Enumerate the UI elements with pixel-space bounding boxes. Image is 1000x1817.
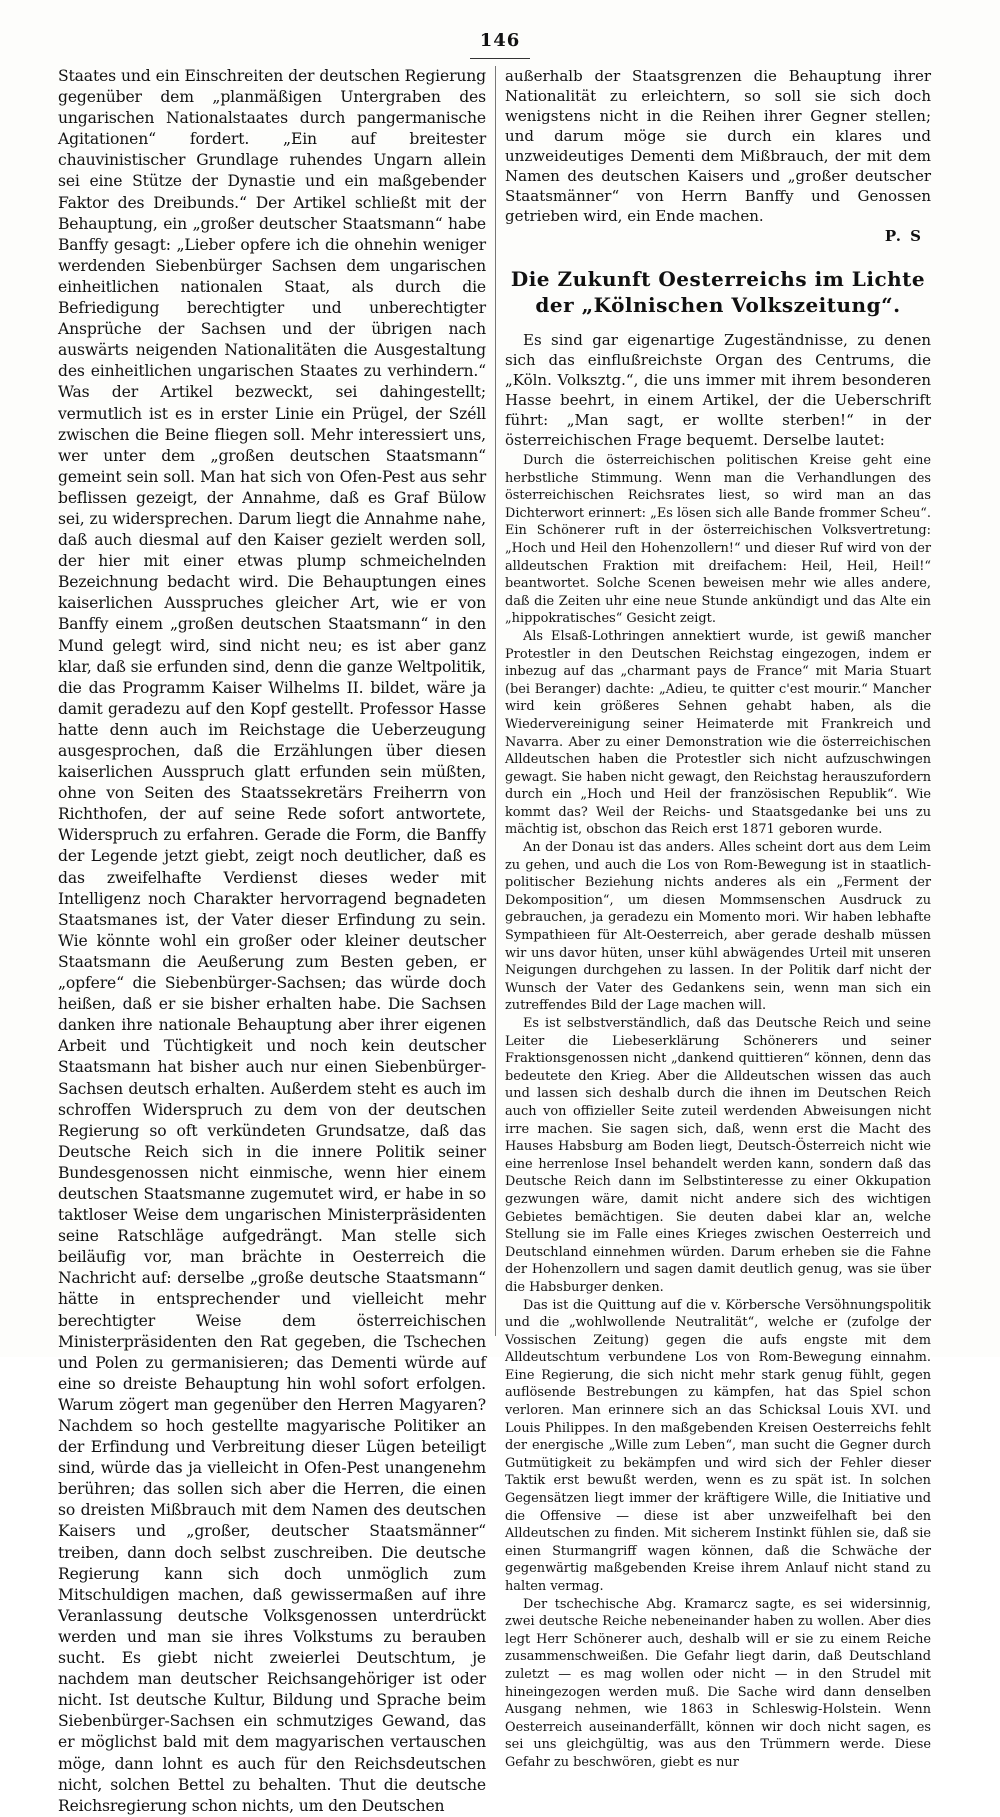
author-signature: P. S [884, 227, 923, 245]
quoted-paragraph: Der tschechische Abg. Kramarcz sagte, es sei widersinnig, zwei deutsche Reiche nebeneinander haben zu wollen. Aber dies legt Herr Schönerer auch, deshalb will er sie zu einem Reiche zusammenschweißen. Die Gefahr liegt darin, daß Deutschland zuletzt — es mag wollen oder nicht — in den Strudel mit hineingezogen werden muß. Die Sache wird dann denselben Ausgang nehmen, wie 1863 in Schleswig-Holstein. Wenn Oesterreich auseinanderfällt, können wir doch nicht sagen, es sei uns gleichgültig, was aus den Trümmern werde. Diese Gefahr zu beschwören, giebt es nur [505, 1596, 931, 1770]
left-column-text: Staates und ein Einschreiten der deutschen Regierung gegenüber dem „planmäßigen Untergraben des ungarischen Nationalstaates durch pangermanische Agitationen“ fordert. „Ein auf breitester chauvinistischer Grundlage ruhendes Ungarn allein sei eine Stütze der Dynastie und ein maßgebender Faktor des Dreibunds.“ Der Artikel schließt mit der Behauptung, ein „großer deutscher Staatsmann“ habe Banffy gesagt: „Lieber opfere ich die ohnehin weniger werdenden Siebenbürger Sachsen dem ungarischen einheitlichen nationalen Staat, als durch die Befriedigung berechtigter und unberechtigter Ansprüche der Sachsen und der übrigen nach auswärts neigenden Nationalitäten die Ausgestaltung des einheitlichen ungarischen Staates zu verhindern.“ Was der Artikel bezweckt, sei dahingestellt; vermutlich ist es in erster Linie ein Prügel, der Széll zwischen die Beine fliegen soll. Mehr interessiert uns, wer unter dem „großen deutschen Staatsmann“ gemeint sein soll. Man hat sich von Ofen-Pest aus sehr beflissen gezeigt, der Annahme, daß es Graf Bülow sei, zu widersprechen. Darum liegt die Annahme nahe, daß auch diesmal auf den Kaiser gezielt werden soll, der hier mit einer etwas plump schmeichelnden Bezeichnung bedacht wird. Die Behauptungen eines kaiserlichen Ausspruches gleicher Art, wie er von Banffy einem „großen deutschen Staatsmann“ in den Mund gelegt wird, sind nicht neu; es ist aber ganz klar, daß sie erfunden sind, denn die ganze Weltpolitik, die das Programm Kaiser Wilhelms II. bildet, wäre ja damit geradezu auf den Kopf gestellt. Professor Hasse hatte denn auch im Reichstage die Ueberzeugung ausgesprochen, daß die Erzählungen über diesen kaiserlichen Ausspruch glatt erfunden sein müßten, ohne von Seiten des Staatssekretärs Freiherrn von Richthofen, der auf seine Rede sofort antwortete, Widerspruch zu erfahren. Gerade die Form, die Banffy der Legende jetzt giebt, zeigt noch deutlicher, daß es das zweifelhafte Verdienst dieses weder mit Intelligenz noch Charakter hervorragend begnadeten Staatsmanes ist, der Vater dieser Erfindung zu sein. Wie könnte wohl ein großer oder kleiner deutscher Staatsmann die Aeußerung zum Besten geben, er „opfere“ die Siebenbürger-Sachsen; das würde doch heißen, daß er sie bisher erhalten habe. Die Sachsen danken ihre nationale Behauptung aber ihrer eigenen Arbeit und Tüchtigkeit und noch kein deutscher Staatsmann hat bisher auch nur einen Siebenbürger-Sachsen deutsch erhalten. Außerdem steht es auch im schroffen Widerspruch zu dem von der deutschen Regierung so oft verkündeten Grundsatze, daß das Deutsche Reich sich in die innere Politik seiner Bundesgenossen nicht einmische, wenn hier einem deutschen Staatsmanne zugemutet wird, er habe in so taktloser Weise dem ungarischen Ministerpräsidenten seine Ratschläge aufgedrängt. Man stelle sich beiläufig vor, man brächte in Oesterreich die Nachricht auf: derselbe „große deutsche Staatsmann“ hätte in entsprechender und vielleicht mehr berechtigter Weise dem österreichischen Ministerpräsidenten den Rat gegeben, die Tschechen und Polen zu germanisieren; das Dementi würde auf eine so dreiste Behauptung hin wohl sofort erfolgen. Warum zögert man gegenüber den Herren Magyaren? Nachdem so hoch gestellte magyarische Politiker an der Erfindung und Verbreitung dieser Lügen beteiligt sind, würde das ja vielleicht in Ofen-Pest unangenehm berühren; das sollen sich aber die Herren, die einen so dreisten Mißbrauch mit dem Namen des deutschen Kaisers und „großer, deutscher Staatsmänner“ treiben, dann doch selbst zuschreiben. Die deutsche Regierung kann sich doch unmöglich zum Mitschuldigen machen, daß gewissermaßen auf ihre Veranlassung deutsche Volksgenossen unterdrückt werden und man sie ihres Volkstums zu berauben sucht. Es giebt nicht zweierlei Deutschtum, je nachdem man deutscher Reichsangehöriger ist oder nicht. Ist deutsche Kultur, Bildung und Sprache beim Siebenbürger-Sachsen ein schmutziges Gewand, das er möglichst bald mit dem magyarischen vertauschen möge, dann lohnt es auch für den Reichsdeutschen nicht, solchen Bettel zu behalten. Thut die deutsche Reichsregierung schon nichts, um den Deutschen [58, 67, 486, 1815]
right-column [505, 66, 931, 1770]
page-number: 146 [479, 30, 521, 51]
article-headline: Die Zukunft Oesterreichs im Lichte der „Kölnischen Volkszeitung“. [510, 267, 926, 317]
quoted-paragraph: Durch die österreichischen politischen Kreise geht eine herbstliche Stimmung. Wenn man die Verhandlungen des österreichischen Reichsrates liest, so wird man an das Dichterwort erinnert: „Es lösen sich alle Bande frommer Scheu“. Ein Schönerer ruft in der österreichischen Volksvertretung: „Hoch und Heil den Hohenzollern!“ und dieser Ruf wird von der alldeutschen Fraktion mit dreifachem: Heil, Heil, Heil!“ beantwortet. Solche Scenen beweisen mehr wie alles andere, daß die Zeiten uhr eine neue Stunde ankündigt und das Alte ein „hippokratisches“ Gesicht zeigt. [505, 453, 931, 627]
article-intro: Es sind gar eigenartige Zugeständnisse, zu denen sich das einflußreichste Organ des Centrums, die „Köln. Volksztg.“, die uns immer mit ihrem besonderen Hasse beehrt, in einem Artikel, der die Ueberschrift führt: „Man sagt, er wollte sterben!“ in der österreichischen Frage bequemt. Derselbe lautet: [505, 331, 931, 449]
continuation-text: außerhalb der Staatsgrenzen die Behauptung ihrer Nationalität zu erleichtern, so soll sie sich doch wenigstens nicht in die Reihen ihrer Gegner stellen; und darum möge sie durch ein klares und unzweideutiges Dementi dem Mißbrauch, der mit dem Namen des deutschen Kaisers und „großer deutscher Staatsmänner“ von Herrn Banffy und Genossen getrieben wird, ein Ende machen. [505, 67, 931, 225]
quoted-paragraph: An der Donau ist das anders. Alles scheint dort aus dem Leim zu gehen, und auch die Los von Rom-Bewegung ist in staatlich-politischer Beziehung nichts anderes als ein „Ferment der Dekomposition“, um diesen Mommsenschen Ausdruck zu gebrauchen, ja geradezu ein Momento mori. Wir haben lebhafte Sympathieen für Alt-Oesterreich, aber gerade deshalb müssen wir uns davor hüten, unser kühl abwägendes Urteil mit unseren Neigungen durchgehen zu lassen. In der Politik darf nicht der Wunsch der Vater des Gedankens sein, wenn man sich ein zutreffendes Bild der Lage machen will. [505, 840, 931, 1014]
column-divider [495, 66, 496, 1336]
left-column [58, 66, 486, 1815]
signature-line [505, 226, 931, 246]
quoted-paragraph: Als Elsaß-Lothringen annektiert wurde, ist gewiß mancher Protestler in den Deutschen Reichstag eingezogen, indem er inbezug auf das „charmant pays de France“ mit Maria Stuart (bei Beranger) dachte: „Adieu, te quitter c'est mourir.“ Mancher wird kein größeres Sehnen gehabt haben, als die Wiedervereinigung seiner Heimaterde mit Frankreich und Navarra. Aber zu einer Demonstration wie die österreichischen Alldeutschen haben die Protestler sich nicht aufzuschwingen gewagt. Sie haben nicht gewagt, den Reichstag herauszufordern durch ein „Hoch und Heil der französischen Republik“. Wie kommt das? Weil der Reichs- und Staatsgedanke bei uns zu mächtig ist, obschon das Reich erst 1871 geboren wurde. [505, 628, 931, 838]
quoted-paragraph: Es ist selbstverständlich, daß das Deutsche Reich und seine Leiter die Liebeserklärung Schönerers und seiner Fraktionsgenossen nicht „dankend quittieren“ können, denn das bedeutete den Krieg. Aber die Alldeutschen wissen das auch und lassen sich deshalb durch die ihnen im Deutschen Reich auch von offizieller Seite zuteil werdenden Abweisungen nicht irre machen. Sie sagen sich, daß, wenn erst die Macht des Hauses Habsburg am Boden liegt, Deutsch-Österreich nicht wie eine herrenlose Insel behandelt werden kann, sondern daß das Deutsche Reich dann im Selbstinteresse zu einer Okkupation gezwungen wäre, damit nicht andere sich des wichtigen Gebietes bemächtigen. Sie deuten dabei klar an, welche Stellung sie im Falle eines Krieges zwischen Oesterreich und Deutschland einnehmen würden. Darum erheben sie die Fahne der Hohenzollern und sagen damit deutlich genug, was sie über die Habsburger denken. [505, 1016, 931, 1295]
quoted-paragraph: Das ist die Quittung auf die v. Körbersche Versöhnungspolitik und die „wohlwollende Neutralität“, welche er (zufolge der Vossischen Zeitung) gegen die aufs engste mit dem Alldeutschtum verbundene Los von Rom-Bewegung einnahm. Eine Regierung, die sich nicht mehr stark genug fühlt, gegen auflösende Bestrebungen zu kämpfen, hat das Spiel schon verloren. Man erinnere sich an das Schicksal Louis XVI. und Louis Philippes. In den maßgebenden Kreisen Oesterreichs fehlt der energische „Wille zum Leben“, man sucht die Gegner durch Gutmütigkeit zu bekämpfen und wird sich der Fehler dieser Taktik erst bewußt werden, wenn es zu spät ist. In solchen Gegensätzen liegt immer der kräftigere Wille, die Initiative und die Offensive — diese ist aber unzweifelhaft bei den Alldeutschen zu finden. Mit sicherem Instinkt fühlen sie, daß sie einen Sturmangriff wagen können, daß die Schwäche der gegenwärtig maßgebenden Kreise ihrem Anlauf nicht stand zu halten vermag. [505, 1297, 931, 1594]
quoted-article [505, 452, 931, 1772]
page-number-rule [470, 58, 530, 59]
